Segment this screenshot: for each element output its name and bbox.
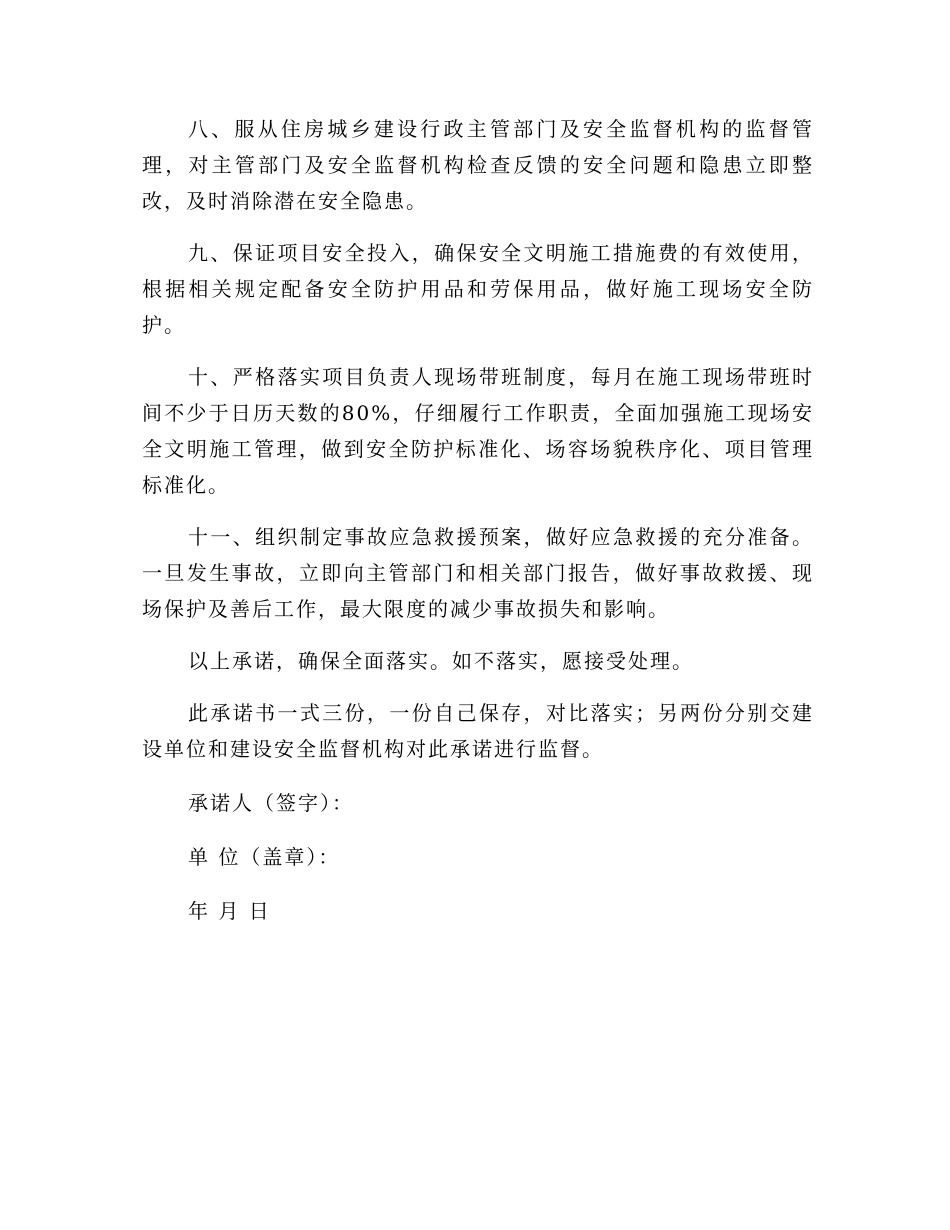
copies-statement: 此承诺书一式三份，一份自己保存，对比落实；另两份分别交建设单位和建设安全监督机构对此承诺进行监督。 bbox=[142, 701, 814, 761]
unit-seal-label: 单 位（盖章）： bbox=[188, 845, 341, 869]
signature-block bbox=[142, 785, 814, 929]
paragraph-item-11: 十一、组织制定事故应急救援预案，做好应急救援的充分准备。一旦发生事故，立即向主管部门和相关部门报告，做好事故救援、现场保护及善后工作，最大限度的减少事故损失和影响。 bbox=[142, 525, 814, 621]
document-body bbox=[142, 111, 814, 947]
paragraph-item-8: 八、服从住房城乡建设行政主管部门及安全监督机构的监督管理，对主管部门及安全监督机构检查反馈的安全问题和隐患立即整改，及时消除潜在安全隐患。 bbox=[142, 117, 814, 213]
commitment-statement: 以上承诺，确保全面落实。如不落实，愿接受处理。 bbox=[188, 649, 694, 673]
date-label: 年 月 日 bbox=[188, 899, 271, 923]
promisor-signature-label: 承诺人（签字）： bbox=[188, 791, 354, 815]
paragraph-item-9: 九、保证项目安全投入，确保安全文明施工措施费的有效使用，根据相关规定配备安全防护用品和劳保用品，做好施工现场安全防护。 bbox=[142, 241, 814, 337]
paragraph-item-10: 十、严格落实项目负责人现场带班制度，每月在施工现场带班时间不少于日历天数的80%，仔细履行工作职责，全面加强施工现场安全文明施工管理，做到安全防护标准化、场容场貌秩序化、项目管理标准化。 bbox=[142, 365, 814, 497]
